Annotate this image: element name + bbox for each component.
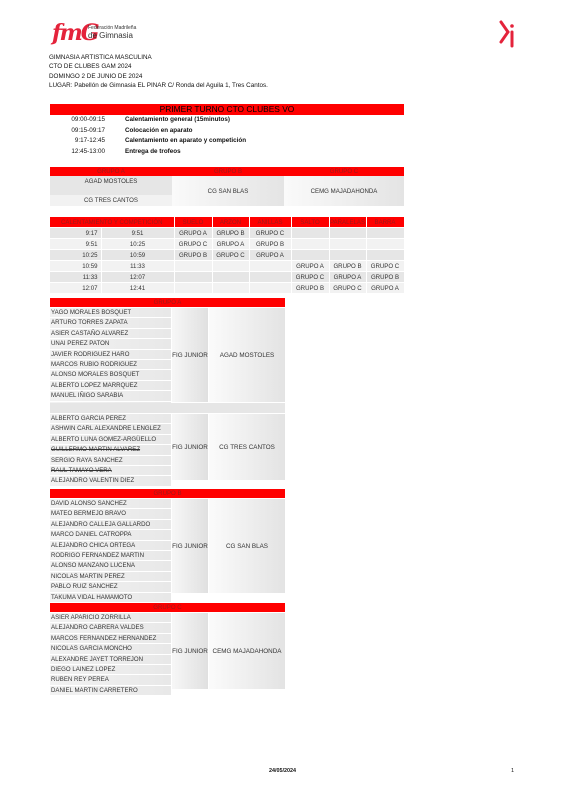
rotation-cell <box>366 250 404 261</box>
rotation-row <box>50 272 404 283</box>
rotation-cell: GRUPO C <box>249 228 291 239</box>
right-logo-icon <box>498 20 518 50</box>
rotation-cell: GRUPO A <box>329 272 366 283</box>
athlete-name: DANIEL MARTIN CARRETERO <box>50 686 171 696</box>
rotation-cell <box>212 272 249 283</box>
rotation-cell: GRUPO A <box>249 250 291 261</box>
rotation-cell <box>249 261 291 272</box>
rotation-header-salto: SALTO <box>291 217 329 228</box>
group-c-names <box>50 613 171 696</box>
rotation-cell <box>174 283 212 294</box>
group-a-team2-names <box>50 414 171 487</box>
schedule-desc: Colocación en aparato <box>125 126 193 134</box>
rotation-cell <box>291 250 329 261</box>
rotation-row <box>50 250 404 261</box>
rotation-table <box>50 217 405 294</box>
rotation-row <box>50 261 404 272</box>
rotation-end: 12:07 <box>101 272 174 283</box>
logo-line2: de Gimnasia <box>88 31 133 40</box>
rotation-start: 10:25 <box>50 250 101 261</box>
group-b-names <box>50 499 171 603</box>
rotation-cell: GRUPO B <box>249 239 291 250</box>
group-a-club-2: CG TRES CANTOS <box>50 195 172 206</box>
athlete-name: JAVIER RODRIGUEZ HARO <box>50 350 171 360</box>
group-a-club-1: AGAD MOSTOLES <box>50 176 172 187</box>
group-a-divider <box>50 403 285 413</box>
schedule-time: 9:17-12:45 <box>74 137 105 144</box>
athlete-name: UNAI PEREZ PATON <box>50 339 171 349</box>
athlete-name: NICOLAS MARTIN PEREZ <box>50 572 171 582</box>
rotation-header-barra: BARRA <box>366 217 404 228</box>
rotation-cell <box>249 283 291 294</box>
athlete-name-struck: RAUL TAMAYO VERA <box>50 466 171 476</box>
athlete-name: MARCO DANIEL CATROPPA <box>50 530 171 540</box>
rotation-cell <box>212 261 249 272</box>
athlete-name: TAKUMA VIDAL HAMAMOTO <box>50 593 171 603</box>
athlete-name: NICOLAS GARCIA MONCHO <box>50 644 171 654</box>
athlete-name: ALBERTO LOPEZ MARRQUEZ <box>50 381 171 391</box>
page-number: 1 <box>511 768 515 774</box>
athlete-name: ASHWIN CARL ALEXANDRE LENGLEZ <box>50 424 171 434</box>
athlete-name: ALONSO MORALES BOSQUET <box>50 370 171 380</box>
rotation-end: 12:41 <box>101 283 174 294</box>
rotation-cell: GRUPO C <box>329 283 366 294</box>
group-b-club: CG SAN BLAS <box>172 176 284 206</box>
athlete-name: ARTURO TORRES ZAPATA <box>50 318 171 328</box>
group-b-category: FIG JUNIOR <box>172 499 208 593</box>
athlete-name: ALEXANDRE JAYET TORREJON <box>50 655 171 665</box>
rotation-start: 10:59 <box>50 261 101 272</box>
group-a-spacer <box>50 187 172 195</box>
athlete-name: ALBERTO GARCIA PEREZ <box>50 414 171 424</box>
athlete-name: RODRIGO FERNANDEZ MARTIN <box>50 551 171 561</box>
header-competition: CTO DE CLUBES GAM 2024 <box>49 63 132 71</box>
schedule-desc: Entrega de trofeos <box>125 147 181 155</box>
schedule-time: 12:45-13:00 <box>71 147 105 155</box>
group-a-team2-category: FIG JUNIOR <box>172 414 208 480</box>
athlete-name: ALONSO MANZANO LUCENA <box>50 561 171 571</box>
group-a-block <box>50 298 285 485</box>
rotation-end: 10:59 <box>101 250 174 261</box>
turn-banner: PRIMER TURNO CTO CLUBES VO <box>50 104 404 115</box>
rotation-cell <box>291 239 329 250</box>
group-b-title: GRUPO B <box>50 489 285 498</box>
groups-table <box>50 167 404 206</box>
athlete-name: ALEJANDRO CHICA ORTEGA <box>50 541 171 551</box>
rotation-cell <box>212 283 249 294</box>
rotation-cell: GRUPO B <box>366 272 404 283</box>
rotation-start: 9:17 <box>50 228 101 239</box>
rotation-cell <box>174 272 212 283</box>
group-a-team1-names <box>50 308 171 412</box>
footer-date: 24/05/2024 <box>269 768 296 774</box>
group-a-team2-club: CG TRES CANTOS <box>209 414 285 480</box>
rotation-row <box>50 283 404 294</box>
rotation-header-arzon: ARZON <box>212 217 249 228</box>
athlete-name: MANUEL IÑIGO SARABIA <box>50 391 171 401</box>
logo-text <box>88 25 136 40</box>
rotation-cell <box>291 228 329 239</box>
athlete-name: DIEGO LAINEZ LOPEZ <box>50 665 171 675</box>
athlete-name: MARCOS RUBIO RODRIGUEZ <box>50 360 171 370</box>
header-location: LUGAR: Pabellón de Gimnasia EL PINAR C/ Ronda del Aguila 1, Tres Cantos. <box>49 82 268 90</box>
rotation-cell: GRUPO C <box>174 239 212 250</box>
rotation-cell: GRUPO A <box>212 239 249 250</box>
group-a-title: GRUPO A <box>50 298 285 307</box>
rotation-header-suelo: SUELO <box>174 217 212 228</box>
athlete-name: ALBERTO LUNA GOMEZ-ARGÜELLO <box>50 435 171 445</box>
rotation-header-time: CALENTAMIENTO Y COMPETICIÓN <box>50 217 174 228</box>
athlete-name: ASIER APARICIO ZORRILLA <box>50 613 171 623</box>
document-header <box>49 53 268 91</box>
rotation-cell <box>366 228 404 239</box>
athlete-name: SERGIO RAYA SANCHEZ <box>50 456 171 466</box>
federation-logo <box>52 20 162 46</box>
groups-header-c: GRUPO C <box>284 167 404 176</box>
schedule-desc: Calentamiento en aparato y competición <box>125 137 247 144</box>
rotation-start: 9:51 <box>50 239 101 250</box>
group-c-club: CEMG MAJADAHONDA <box>209 613 285 689</box>
athlete-name: ALEJANDRO CALLEJA GALLARDO <box>50 520 171 530</box>
group-c-category: FIG JUNIOR <box>172 613 208 689</box>
rotation-cell <box>366 239 404 250</box>
athlete-name: RUBEN REY PEREA <box>50 675 171 685</box>
groups-header-b: GRUPO B <box>172 167 284 176</box>
group-c-club: CEMG MAJADAHONDA <box>284 176 404 206</box>
rotation-cell <box>174 261 212 272</box>
rotation-header-anillas: ANILLAS <box>249 217 291 228</box>
rotation-cell: GRUPO B <box>329 261 366 272</box>
athlete-name: DAVID ALONSO SANCHEZ <box>50 499 171 509</box>
rotation-end: 10:25 <box>101 239 174 250</box>
header-discipline: GIMNASIA ARTISTICA MASCULINA <box>49 54 152 61</box>
rotation-cell: GRUPO C <box>291 272 329 283</box>
athlete-name: MATEO BERMEJO BRAVO <box>50 509 171 519</box>
rotation-cell <box>249 272 291 283</box>
group-c-block <box>50 603 285 694</box>
rotation-cell: GRUPO C <box>366 261 404 272</box>
header-date: DOMINGO 2 DE JUNIO DE 2024 <box>49 72 143 80</box>
rotation-cell: GRUPO A <box>366 283 404 294</box>
rotation-cell <box>329 228 366 239</box>
rotation-cell: GRUPO C <box>212 250 249 261</box>
athlete-name: ASIER CASTAÑO ALVAREZ <box>50 329 171 339</box>
group-b-club: CG SAN BLAS <box>209 499 285 593</box>
rotation-start: 11:33 <box>50 272 101 283</box>
rotation-cell: GRUPO B <box>174 250 212 261</box>
rotation-cell: GRUPO B <box>291 283 329 294</box>
rotation-cell: GRUPO A <box>291 261 329 272</box>
rotation-end: 9:51 <box>101 228 174 239</box>
schedule-time: 09:15-09:17 <box>71 126 105 134</box>
rotation-cell <box>329 239 366 250</box>
athlete-name: PABLO RUIZ SANCHEZ <box>50 582 171 592</box>
logo-mark: fmG <box>52 20 98 46</box>
group-a-team1-category: FIG JUNIOR <box>172 308 208 402</box>
schedule-desc: Calentamiento general (15minutos) <box>125 116 230 123</box>
athlete-name: MARCOS FERNANDEZ HERNANDEZ <box>50 634 171 644</box>
group-a-team1-club: AGAD MOSTOLES <box>209 308 285 402</box>
groups-header-a: GRUPO A <box>50 167 172 176</box>
group-c-title: GRUPO C <box>50 603 285 612</box>
athlete-name-struck: GUILLERMO MARTIN ALVAREZ <box>50 445 171 455</box>
athlete-name: YAGO MORALES BOSQUET <box>50 308 171 318</box>
rotation-cell: GRUPO A <box>174 228 212 239</box>
rotation-start: 12:07 <box>50 283 101 294</box>
rotation-cell: GRUPO B <box>212 228 249 239</box>
rotation-header-paralelas: PARALELAS <box>329 218 366 226</box>
rotation-cell <box>329 250 366 261</box>
logo-line1: Federación Madrileña <box>88 25 137 31</box>
rotation-row <box>50 239 404 250</box>
rotation-row <box>50 228 404 239</box>
athlete-name: ALEJANDRO VALENTIN DIEZ <box>50 476 171 486</box>
group-b-block <box>50 489 285 601</box>
schedule-time: 09:00-09:15 <box>71 116 105 123</box>
athlete-name: ALEJANDRO CABRERA VALDES <box>50 623 171 633</box>
rotation-end: 11:33 <box>101 261 174 272</box>
